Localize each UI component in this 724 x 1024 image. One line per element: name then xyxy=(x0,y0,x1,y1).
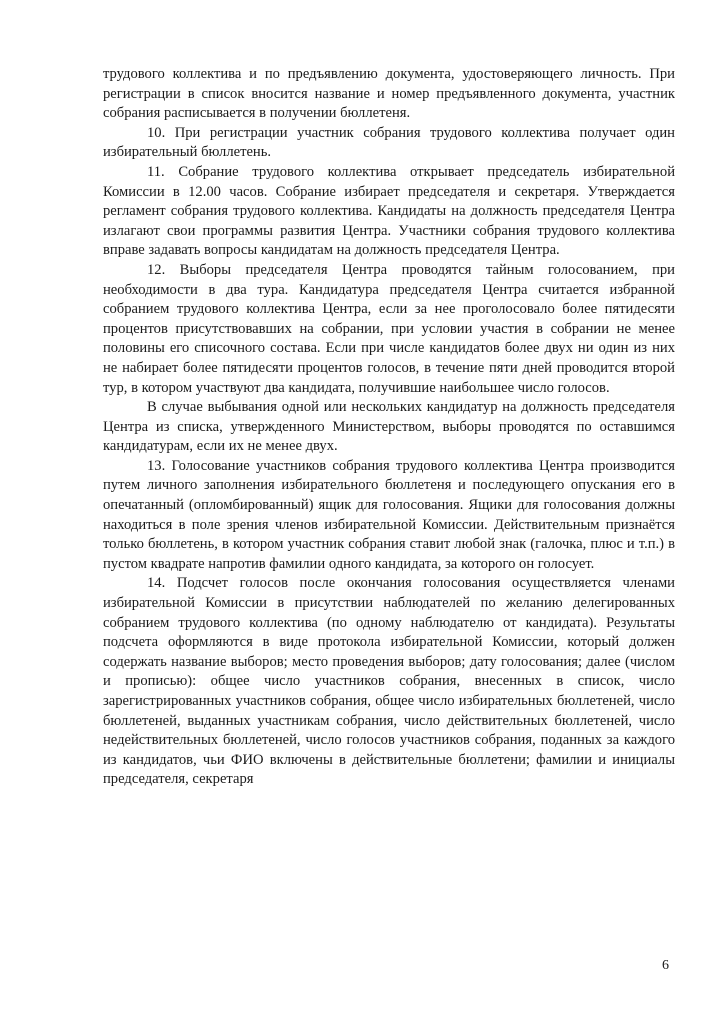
paragraph-registration-continued: трудового коллектива и по предъявлению документа, удостоверяющего личность. При регистрации в список вносится название и номер предъявленного документа, участник собрания расписывается в получении бюллетеня. xyxy=(103,66,675,122)
document-body xyxy=(103,65,675,790)
paragraph-13: 13. Голосование участников собрания трудового коллектива Центра производится путем личного заполнения избирательного бюллетеня и последующего опускания его в опечатанный (опломбированный) ящик для голосования. Ящики для голосования должны находиться в поле зрения членов избирательной Комиссии. Действительным признаётся только бюллетень, в котором участник собрания ставит любой знак (галочка, плюс и т.п.) в пустом квадрате напротив фамилии одного кандидата, за которого он голосует. xyxy=(103,457,675,572)
paragraph-14: 14. Подсчет голосов после окончания голосования осуществляется членами избирательной Комиссии в присутствии наблюдателей по желанию делегированных собранием трудового коллектива (по одному наблюдателю от кандидата). Результаты подсчета оформляются в виде протокола избирательной Комиссии, который должен содержать название выборов; место проведения выборов; дату голосования; далее (числом и прописью): общее число участников собрания, внесенных в список, число зарегистрированных участников собрания, общее число избирательных бюллетеней, число бюллетеней, выданных участникам собрания, число действительных бюллетеней, число недействительных бюллетеней, число голосов участников собрания, поданных за каждого из кандидатов, чьи ФИО включены в действительные бюллетени; фамилии и инициалы председателя, секретаря xyxy=(103,575,675,788)
paragraph-11: 11. Собрание трудового коллектива открывает председатель избирательной Комиссии в 12.00 часов. Собрание избирает председателя и секретаря. Утверждается регламент собрания трудового коллектива. Кандидаты на должность председателя Центра излагают свои программы развития Центра. Участники собрания трудового коллектива вправе задавать вопросы кандидатам на должность председателя Центра. xyxy=(103,163,675,259)
paragraph-10: 10. При регистрации участник собрания трудового коллектива получает один избирательный бюллетень. xyxy=(103,124,675,161)
page-number: 6 xyxy=(662,958,669,973)
paragraph-12: 12. Выборы председателя Центра проводятся тайным голосованием, при необходимости в два тура. Кандидатура председателя Центра считается избранной собранием трудового коллектива Центра, если за нее проголосовало более пятидесяти процентов присутствовавших на собрании, при условии участия в собрании не менее половины его списочного состава. Если при числе кандидатов более двух ни один из них не набирает более пятидесяти процентов голосов, в течение пяти дней проводится второй тур, в котором участвуют два кандидата, получившие наибольшее число голосов. xyxy=(103,261,675,396)
paragraph-12-withdrawal: В случае выбывания одной или нескольких кандидатур на должность председателя Центра из списка, утвержденного Министерством, выборы проводятся по оставшимся кандидатурам, если их не менее двух. xyxy=(103,399,675,455)
